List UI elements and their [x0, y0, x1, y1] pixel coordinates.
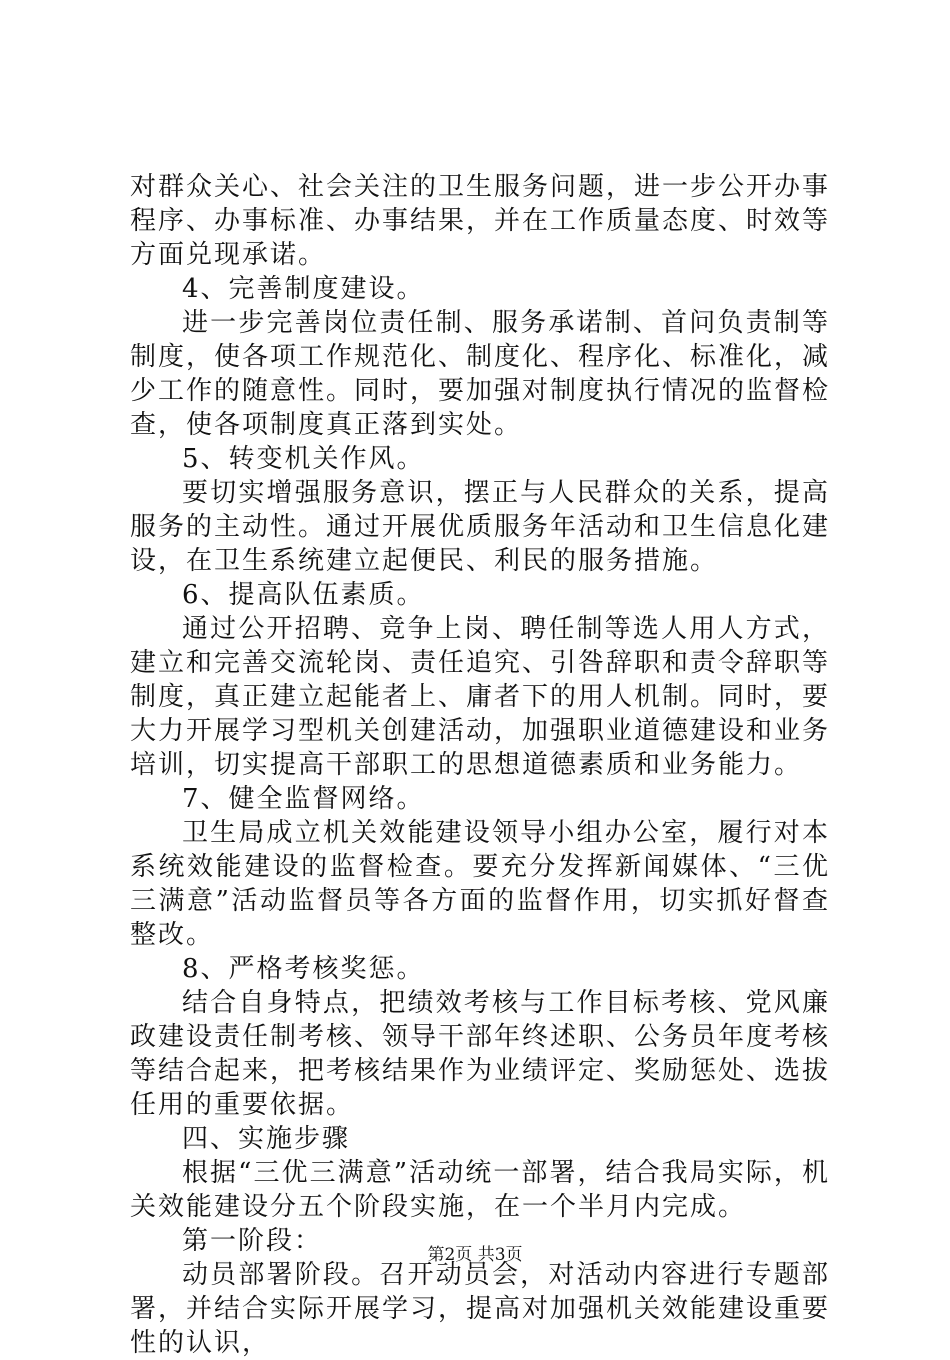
paragraph-implementation: 根据“三优三满意”活动统一部署，结合我局实际，机关效能建设分五个阶段实施，在一个半月内完成。	[130, 1158, 830, 1222]
section-heading-implementation: 四、实施步骤	[182, 1124, 351, 1154]
paragraph-phase-1: 动员部署阶段。召开动员会，对活动内容进行专题部署，并结合实际开展学习，提高对加强机关效能建设重要性的认识，	[130, 1260, 831, 1358]
page-number-footer: 第2页 共3页	[427, 1245, 523, 1265]
document-body	[130, 170, 830, 1360]
heading-item-4: 4、完善制度建设。	[182, 274, 425, 304]
heading-item-5: 5、转变机关作风。	[182, 444, 425, 474]
heading-phase-1: 第一阶段：	[182, 1226, 323, 1256]
paragraph-item-8: 结合自身特点，把绩效考核与工作目标考核、党风廉政建设责任制考核、领导干部年终述职、公务员年度考核等结合起来，把考核结果作为业绩评定、奖励惩处、选拔任用的重要依据。	[130, 988, 831, 1120]
paragraph-continuation: 对群众关心、社会关注的卫生服务问题，进一步公开办事程序、办事标准、办事结果，并在工作质量态度、时效等方面兑现承诺。	[130, 172, 831, 270]
paragraph-item-6: 通过公开招聘、竞争上岗、聘任制等选人用人方式，建立和完善交流轮岗、责任追究、引咎辞职和责令辞职等制度，真正建立起能者上、庸者下的用人机制。同时，要大力开展学习型机关创建活动，加强职业道德建设和业务培训，切实提高干部职工的思想道德素质和业务能力。	[130, 614, 831, 780]
paragraph-item-5: 要切实增强服务意识，摆正与人民群众的关系，提高服务的主动性。通过开展优质服务年活动和卫生信息化建设，在卫生系统建立起便民、利民的服务措施。	[130, 478, 831, 576]
paragraph-item-4: 进一步完善岗位责任制、服务承诺制、首问负责制等制度，使各项工作规范化、制度化、程序化、标准化，减少工作的随意性。同时，要加强对制度执行情况的监督检查，使各项制度真正落到实处。	[130, 308, 831, 440]
heading-item-6: 6、提高队伍素质。	[182, 580, 425, 610]
paragraph-item-7: 卫生局成立机关效能建设领导小组办公室，履行对本系统效能建设的监督检查。要充分发挥新闻媒体、“三优三满意”活动监督员等各方面的监督作用，切实抓好督查整改。	[130, 818, 830, 950]
heading-item-8: 8、严格考核奖惩。	[182, 954, 425, 984]
heading-item-7: 7、健全监督网络。	[182, 784, 425, 814]
